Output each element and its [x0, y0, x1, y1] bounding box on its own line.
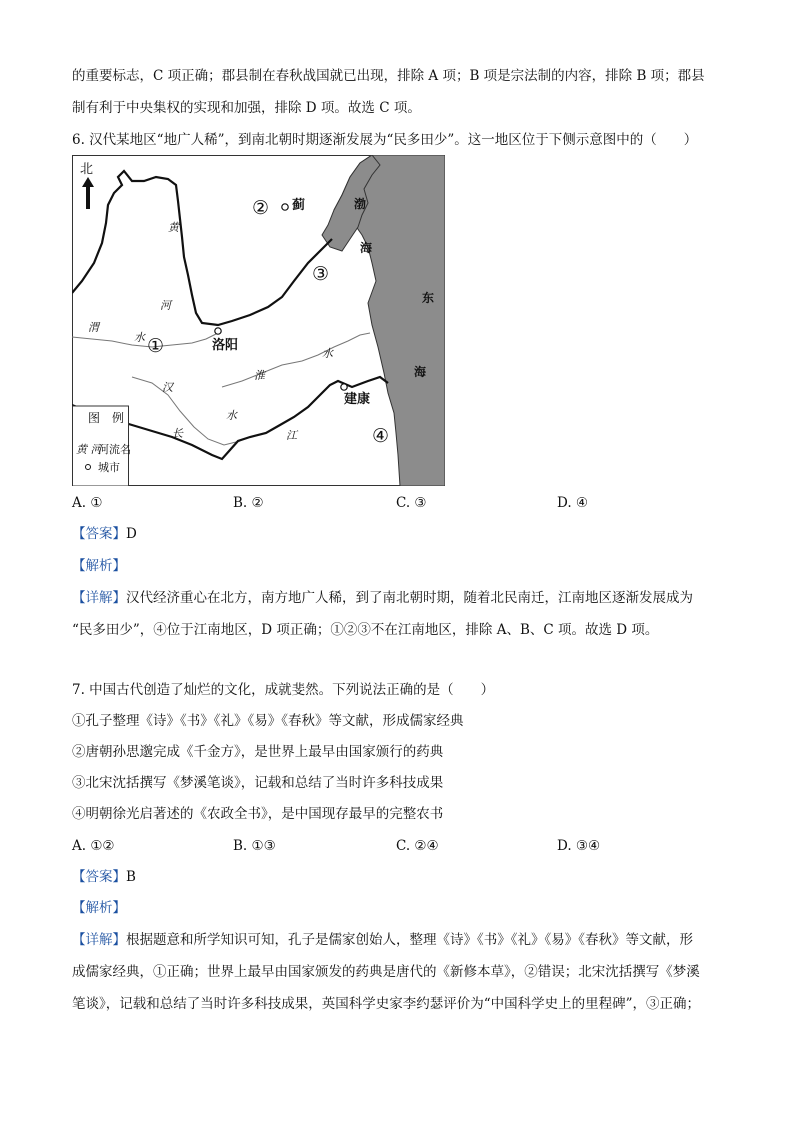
q7-detail-text-1: 根据题意和所学知识可知，孔子是儒家创始人，整理《诗》《书》《礼》《易》《春秋》等文献，形: [126, 932, 693, 948]
q6-option-a: A. ①: [72, 495, 103, 511]
q7-answer-label: 【答案】: [72, 869, 126, 885]
q7-detail-line-1: [72, 930, 693, 950]
q6-option-b: B. ②: [233, 495, 264, 511]
prev-answer-line-2: 制有利于中央集权的实现和加强，排除 D 项。故选 C 项。: [72, 100, 421, 116]
legend-river-sample: 黄 河: [76, 443, 102, 456]
sea-char-hai-1: 海: [360, 241, 373, 255]
q7-answer-value: B: [126, 869, 136, 885]
legend-city-text: 城市: [98, 461, 120, 474]
q7-option-a: A. ①②: [72, 838, 115, 854]
q6-detail-line-2: “民多田少”，④位于江南地区，D 项正确；①②③不在江南地区，排除 A、B、C 项。故选 D 项。: [72, 622, 659, 638]
q7-detail-line-2: 成儒家经典，①正确；世界上最早由国家颁发的药典是唐代的《新修本草》，②错误；北宋沈括撰写《梦溪: [72, 964, 700, 980]
q6-analysis-label: 【解析】: [72, 558, 126, 574]
q6-option-d: D. ④: [557, 495, 589, 511]
q6-answer: [72, 524, 137, 544]
north-label: 北: [80, 162, 94, 177]
city-marker-jiankang: [341, 384, 347, 390]
q6-detail-line-1: [72, 588, 693, 608]
prev-answer-line-1: 的重要标志，C 项正确；郡县制在春秋战国就已出现，排除 A 项；B 项是宗法制的内容，排除 B 项；郡县: [72, 68, 705, 84]
question-7: 7. 中国古代创造了灿烂的文化，成就斐然。下列说法正确的是（ ）: [72, 682, 495, 698]
q7-detail-label: 【详解】: [72, 932, 126, 948]
question-6: 6. 汉代某地区“地广人稀”，到南北朝时期逐渐发展为“民多田少”。这一地区位于下侧示意图中的（ ）: [72, 132, 698, 148]
city-label-ji: 蓟: [292, 198, 306, 213]
river-char-huang: 黄: [168, 221, 179, 234]
city-marker-ji: [282, 204, 288, 210]
q7-analysis-label: 【解析】: [72, 900, 126, 916]
river-char-wei: 渭: [88, 321, 99, 334]
legend-river-text: 河流名: [98, 443, 131, 456]
city-label-luoyang: 洛阳: [212, 338, 239, 353]
region-label-4: ④: [372, 425, 390, 447]
legend-city-marker: [86, 465, 91, 470]
q7-option-b: B. ①③: [233, 838, 276, 854]
region-label-3: ③: [312, 263, 330, 285]
river-char-huai: 淮: [254, 369, 265, 382]
river-char-han: 汉: [162, 381, 173, 394]
city-marker-luoyang: [215, 328, 221, 334]
map-figure: [72, 155, 445, 486]
q7-detail-line-3: 笔谈》，记载和总结了当时许多科技成果，英国科学史家李约瑟评价为“中国科学史上的里程碑”，③正确；: [72, 996, 701, 1012]
q6-answer-value: D: [126, 526, 137, 542]
q7-item-2: ②唐朝孙思邈完成《千金方》，是世界上最早由国家颁行的药典: [72, 744, 444, 760]
q7-option-d: D. ③④: [557, 838, 601, 854]
region-label-1: ①: [147, 335, 165, 357]
sea-char-hai-2: 海: [414, 365, 427, 379]
river-char-huai-shui: 水: [322, 347, 333, 360]
legend-title: 图 例: [88, 411, 125, 425]
q7-item-1: ①孔子整理《诗》《书》《礼》《易》《春秋》等文献，形成儒家经典: [72, 713, 464, 729]
q7-answer: [72, 867, 136, 887]
river-char-wei-shui: 水: [134, 331, 145, 344]
q6-detail-label: 【详解】: [72, 590, 126, 606]
q6-option-c: C. ③: [396, 495, 427, 511]
river-char-han-shui: 水: [226, 409, 237, 422]
river-char-he: 河: [160, 299, 171, 312]
sea-char-dong: 东: [422, 291, 435, 305]
q6-answer-label: 【答案】: [72, 526, 126, 542]
city-label-jiankang: 建康: [344, 392, 371, 407]
q6-detail-text-1: 汉代经济重心在北方，南方地广人稀，到了南北朝时期，随着北民南迁，江南地区逐渐发展成为: [126, 590, 693, 606]
sea-char-bo: 渤: [354, 197, 367, 211]
region-label-2: ②: [252, 197, 270, 219]
river-char-jiang: 江: [286, 429, 297, 442]
q7-option-c: C. ②④: [396, 838, 439, 854]
river-char-chang: 长: [172, 427, 183, 440]
q7-item-3: ③北宋沈括撰写《梦溪笔谈》，记载和总结了当时许多科技成果: [72, 775, 444, 791]
q7-item-4: ④明朝徐光启著述的《农政全书》，是中国现存最早的完整农书: [72, 806, 444, 822]
